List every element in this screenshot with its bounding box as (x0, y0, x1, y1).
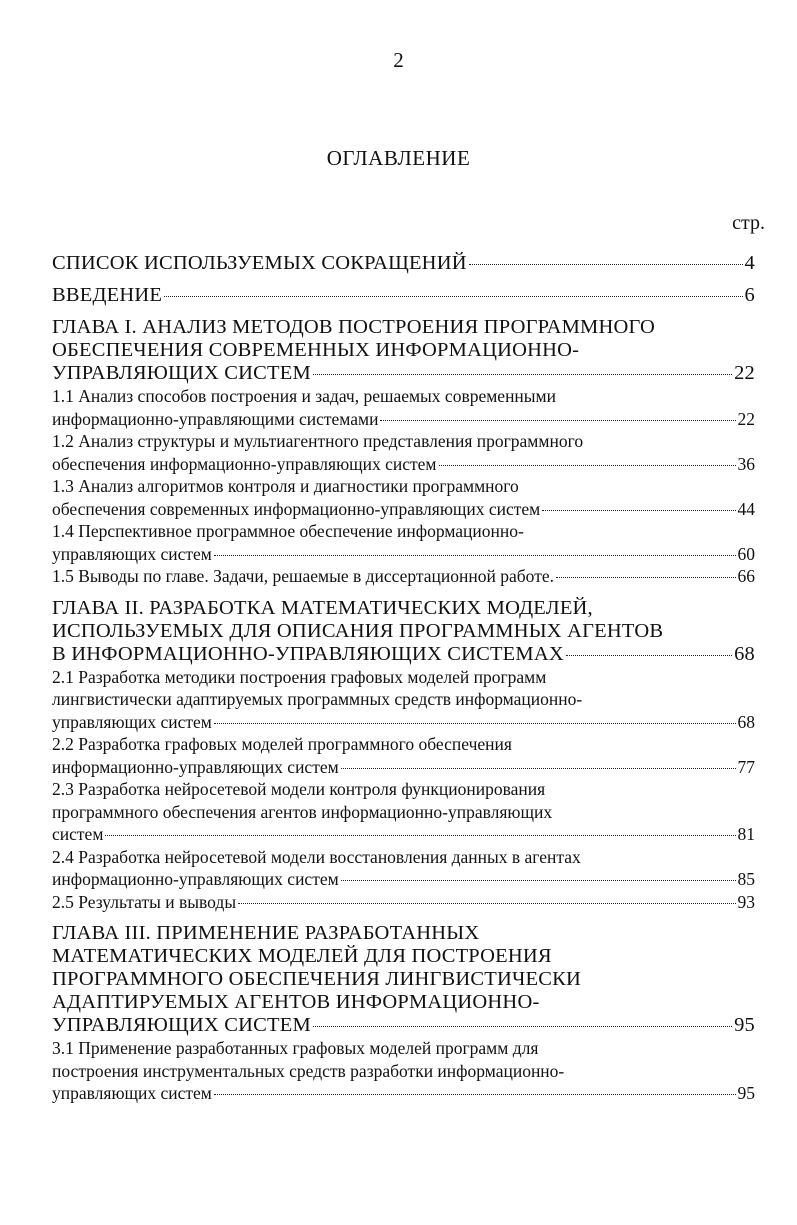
toc-entry[interactable] (52, 430, 755, 475)
toc-entry[interactable] (52, 891, 755, 914)
toc-entry[interactable] (52, 475, 755, 520)
dot-leader (341, 880, 736, 881)
toc-entry-page: 95 (737, 1083, 755, 1103)
toc-entry-page: 81 (737, 824, 755, 844)
toc-entry-page: 93 (737, 891, 755, 912)
dot-leader (439, 465, 736, 466)
toc-entry-page: 60 (737, 543, 755, 564)
toc-entry[interactable] (52, 922, 755, 1037)
toc-entry-line: информационно-управляющими системами (52, 408, 379, 429)
toc-entry-line: ПРОГРАММНОГО ОБЕСПЕЧЕНИЯ ЛИНГВИСТИЧЕСКИ (52, 968, 582, 990)
dot-leader (105, 835, 735, 836)
toc-entry-line: обеспечения современных информационно-управляющих систем (52, 498, 541, 519)
pages-column-label: стр. (732, 212, 765, 234)
toc-entry-page: 68 (737, 711, 755, 732)
toc-entry-line: АДАПТИРУЕМЫХ АГЕНТОВ ИНФОРМАЦИОННО- (52, 991, 540, 1013)
toc-entry-line: 2.3 Разработка нейросетевой модели контроля функционирования (52, 779, 546, 799)
dot-leader (341, 768, 736, 769)
toc-entry-line: ГЛАВА I. АНАЛИЗ МЕТОДОВ ПОСТРОЕНИЯ ПРОГРАММНОГО (52, 316, 656, 338)
toc-entry-page: 6 (744, 284, 755, 306)
toc-entry-line: В ИНФОРМАЦИОННО-УПРАВЛЯЮЩИХ СИСТЕМАХ (52, 642, 564, 665)
toc-entry-line: ВВЕДЕНИЕ (52, 284, 163, 306)
toc-entry[interactable] (52, 284, 755, 307)
dot-leader (214, 723, 736, 724)
toc-entry-line: управляющих систем (52, 1083, 212, 1103)
toc-entry[interactable] (52, 520, 755, 565)
toc-entry-line: управляющих систем (52, 543, 212, 564)
toc-entry[interactable] (52, 846, 755, 891)
toc-entry-page: 77 (737, 756, 755, 777)
toc-entry-line: программного обеспечения агентов информационно-управляющих (52, 801, 553, 822)
toc-entry-line: ГЛАВА III. ПРИМЕНЕНИЕ РАЗРАБОТАННЫХ (52, 922, 480, 944)
dot-leader (214, 1094, 736, 1095)
toc-entry-line: 2.4 Разработка нейросетевой модели восстановления данных в агентах (52, 846, 581, 867)
toc-entry-line: систем (52, 824, 104, 844)
dot-leader (380, 420, 735, 421)
toc-entry[interactable] (52, 316, 755, 385)
toc-entry-line: 1.1 Анализ способов построения и задач, решаемых современными (52, 386, 556, 406)
toc-entry-line: УПРАВЛЯЮЩИХ СИСТЕМ (52, 1014, 311, 1036)
toc-entry-line: лингвистически адаптируемых программных средств информационно- (52, 689, 583, 709)
toc-entry-line: построения инструментальных средств разработки информационно- (52, 1060, 565, 1081)
toc-entry[interactable] (52, 252, 755, 275)
toc-entry-line: 3.1 Применение разработанных графовых моделей программ для (52, 1038, 539, 1058)
toc-entry-page: 85 (737, 869, 755, 889)
toc-entry-page: 36 (737, 453, 755, 474)
toc-entry[interactable] (52, 778, 755, 846)
dot-leader (542, 510, 735, 511)
toc-entry-page: 22 (737, 408, 755, 429)
toc-entry-line: МАТЕМАТИЧЕСКИХ МОДЕЛЕЙ ДЛЯ ПОСТРОЕНИЯ (52, 945, 552, 967)
toc-entry-page: 68 (734, 642, 755, 665)
toc-entry-page: 95 (734, 1014, 755, 1036)
toc-entry-line: 2.1 Разработка методики построения графовых моделей программ (52, 666, 547, 687)
toc-entry[interactable] (52, 733, 755, 778)
toc-entry-line: обеспечения информационно-управляющих систем (52, 453, 437, 474)
toc-entry-line: ГЛАВА II. РАЗРАБОТКА МАТЕМАТИЧЕСКИХ МОДЕЛЕЙ, (52, 596, 593, 619)
toc-entry[interactable] (52, 666, 755, 734)
dot-leader (313, 1026, 732, 1027)
page-number: 2 (393, 48, 404, 72)
toc-entry[interactable] (52, 565, 755, 588)
toc-entry-page: 22 (734, 362, 755, 384)
toc-entry[interactable] (52, 597, 755, 666)
dot-leader (214, 555, 736, 556)
toc-entry-page: 4 (744, 252, 755, 274)
toc-entry-line: УПРАВЛЯЮЩИХ СИСТЕМ (52, 362, 311, 384)
table-of-contents (52, 252, 755, 1105)
dot-leader (556, 577, 736, 578)
toc-entry[interactable] (52, 1037, 755, 1105)
toc-entry-line: 2.2 Разработка графовых моделей программного обеспечения (52, 734, 512, 754)
toc-entry-line: 1.5 Выводы по главе. Задачи, решаемые в диссертационной работе. (52, 566, 554, 586)
toc-entry-line: информационно-управляющих систем (52, 756, 339, 777)
toc-entry-line: информационно-управляющих систем (52, 869, 339, 889)
toc-entry-line: 1.4 Перспективное программное обеспечение информационно- (52, 521, 524, 541)
toc-entry-page: 44 (737, 498, 755, 519)
dot-leader (469, 264, 743, 265)
toc-entry-line: управляющих систем (52, 711, 212, 732)
dot-leader (238, 903, 735, 904)
toc-entry-line: ИСПОЛЬЗУЕМЫХ ДЛЯ ОПИСАНИЯ ПРОГРАММНЫХ АГЕНТОВ (52, 619, 664, 642)
dot-leader (313, 374, 732, 375)
toc-entry-line: 1.2 Анализ структуры и мультиагентного представления программного (52, 431, 584, 451)
toc-entry-line: СПИСОК ИСПОЛЬЗУЕМЫХ СОКРАЩЕНИЙ (52, 252, 467, 274)
dot-leader (566, 655, 732, 656)
toc-entry[interactable] (52, 385, 755, 430)
toc-entry-line: 1.3 Анализ алгоритмов контроля и диагностики программного (52, 476, 519, 496)
toc-entry-line: ОБЕСПЕЧЕНИЯ СОВРЕМЕННЫХ ИНФОРМАЦИОННО- (52, 339, 580, 361)
toc-entry-page: 66 (737, 566, 755, 586)
toc-entry-line: 2.5 Результаты и выводы (52, 891, 237, 912)
dot-leader (164, 296, 742, 297)
toc-title: ОГЛАВЛЕНИЕ (326, 146, 471, 170)
